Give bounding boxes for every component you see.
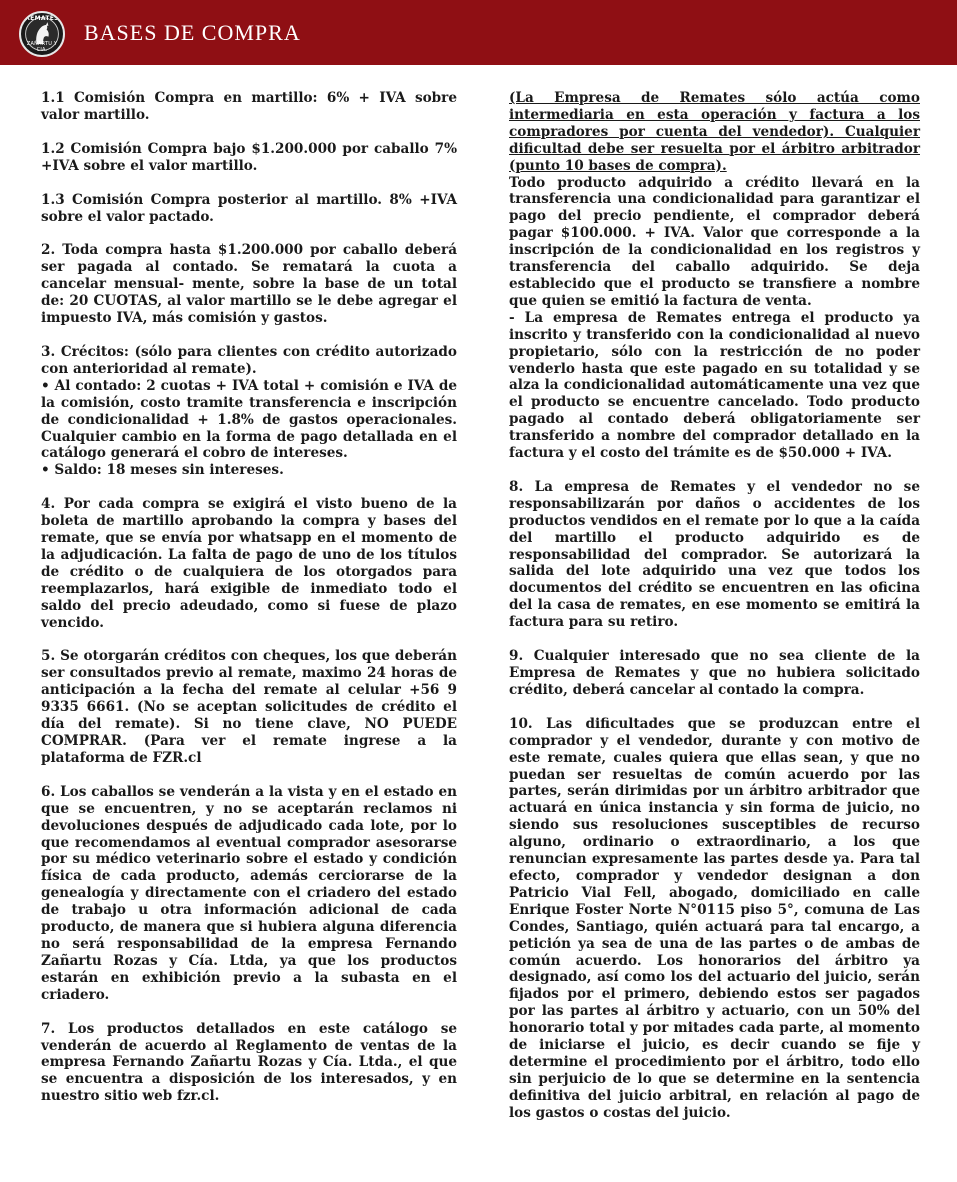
clause-1-2: 1.2 Comisión Compra bajo $1.200.000 por caballo 7% +IVA sobre el valor martillo. <box>41 140 457 174</box>
clause-9: 9. Cualquier interesado que no sea cliente de la Empresa de Remates y que no hubiera solicitado crédito, deberá cancelar al contado la compra. <box>509 648 920 698</box>
left-column <box>41 90 457 1122</box>
clause-7: 7. Los productos detallados en este catálogo se venderán de acuerdo al Reglamento de ventas de la empresa Fernando Zañartu Rozas y Cía. Ltda., el que se encuentra a disposición de los interesados, y en nuestro sitio web fzr.cl. <box>41 1020 457 1105</box>
clause-4: 4. Por cada compra se exigirá el visto bueno de la boleta de martillo aprobando la compra y bases del remate, que se envía por whatsapp en el momento de la adjudicación. La falta de pago de uno de los títulos de crédito o de cualquiera de los otorgados para reemplazarlos, hará exigible de inmediato todo el saldo del precio adeudado, como si fuese de plazo vencido. <box>41 496 457 631</box>
header-bar <box>0 0 957 65</box>
clause-3: 3. Crécitos: (sólo para clientes con crédito autorizado con anterioridad al remate). <box>41 343 457 377</box>
logo-text-top: REMATES <box>25 15 59 22</box>
page-title: BASES DE COMPRA <box>84 20 301 45</box>
delivery-note: - La empresa de Remates entrega el producto ya inscrito y transferido con la condicionalidad al nuevo propietario, sólo con la restricción de no poder venderlo hasta que este pagado en su totalidad y se alza la condicionalidad automáticamente una vez que el producto se encuentre cancelado. Todo producto pagado al contado deberá obligatoriamente ser transferido a nombre del comprador detallado en la factura y el costo del trámite es de $50.000 + IVA. <box>509 309 920 462</box>
right-column <box>509 90 920 1139</box>
clause-3-cash: • Al contado: 2 cuotas + IVA total + comisión e IVA de la comisión, costo tramite transferencia e inscripción de condicionalidad + 1.8% de gastos operacionales. Cualquier cambio en la forma de pago detallada en el catálogo generará el cobro de intereses. <box>41 377 457 462</box>
clause-6: 6. Los caballos se venderán a la vista y en el estado en que se encuentren, y no se aceptarán reclamos ni devoluciones después de adjudicado cada lote, por lo que recomendamos al eventual comprador asesorarse por su médico veterinario sobre el estado y condición física de cada producto, además cerciorarse de la genealogía y directamente con el criadero del estado de trabajo u otra información adicional de cada producto, de manera que si hubiera alguna diferencia no será responsabilidad de la empresa Fernando Zañartu Rozas y Cía. Ltda, ya que los productos estarán en exhibición previo a la subasta en el criadero. <box>41 783 457 1003</box>
clause-1-1: 1.1 Comisión Compra en martillo: 6% + IVA sobre valor martillo. <box>41 90 457 123</box>
intermediary-note: (La Empresa de Remates sólo actúa como intermediaria en esta operación y factura a los compradores por cuenta del vendedor). Cualquier dificultad debe ser resuelta por el árbitro arbitrador (punto 10 bases de compra). <box>509 90 920 174</box>
clause-5: 5. Se otorgarán créditos con cheques, los que deberán ser consultados previo al remate, maximo 24 horas de anticipación a la fecha del remate al celular +56 9 9335 6661. (No se aceptan solicitudes de crédito el día del remate). Si no tiene clave, NO PUEDE COMPRAR. (Para ver el remate ingrese a la plataforma de FZR.cl <box>41 648 457 766</box>
credit-note: Todo producto adquirido a crédito llevará en la transferencia una condicionalidad para garantizar el pago del precio pendiente, el comprador deberá pagar $100.000. + IVA. Valor que corresponde a la inscripción de la condicionalidad en los registros y transferencia del caballo adquirido. Se deja establecido que el producto se transfiere a nombre que quien se emitió la factura de venta. <box>509 174 920 309</box>
logo-text-bottom: ZAÑARTU Y CIA. <box>26 41 58 53</box>
clause-1-3: 1.3 Comisión Compra posterior al martillo. 8% +IVA sobre el valor pactado. <box>41 191 457 225</box>
clause-3-balance: • Saldo: 18 meses sin intereses. <box>41 462 284 479</box>
company-logo <box>19 11 65 57</box>
clause-2: 2. Toda compra hasta $1.200.000 por caballo deberá ser pagada al contado. Se rematará la cuota a cancelar mensual- mente, sobre la base de un total de: 20 CUOTAS, al valor martillo se le debe agregar el impuesto IVA, más comisión y gastos. <box>41 242 457 327</box>
clause-8: 8. La empresa de Remates y el vendedor no se responsabilizarán por daños o accidentes de los productos vendidos en el remate por lo que a la caída del martillo el producto adquirido es de responsabilidad del comprador. Se autorizará la salida del lote adquirido una vez que todos los documentos del crédito se encuentren en las oficina del la casa de remates, en ese momento se emitirá la factura para su retiro. <box>509 478 920 631</box>
clause-10: 10. Las dificultades que se produzcan entre el comprador y el vendedor, durante y con motivo de este remate, cuales quiera que ellas sean, y que no puedan ser resueltas de común acuerdo por las partes, serán dirimidas por un árbitro arbitrador que actuará en única instancia y sin forma de juicio, no siendo sus resoluciones susceptibles de recurso alguno, ordinario o extraordinario, a los que renuncian expresamente las partes desde ya. Para tal efecto, comprador y vendedor designan a don Patricio Vial Fell, abogado, domiciliado en calle Enrique Foster Norte N°0115 piso 5°, comuna de Las Condes, Santiago, quién actuará para tal encargo, a petición ya sea de una de las partes o de ambas de común acuerdo. Los honorarios del árbitro ya designado, así como los del actuario del juicio, serán fijados por el primero, debiendo estos ser pagados por las partes al árbitro y actuario, con un 50% del honorario total y por mitades cada parte, al momento de iniciarse el juicio, es decir cuando se fije y determine el procedimiento por el árbitro, todo ello sin perjuicio de lo que se determine en la sentencia definitiva del juicio arbitral, en relación al pago de los gastos o costas del juicio. <box>509 715 920 1121</box>
